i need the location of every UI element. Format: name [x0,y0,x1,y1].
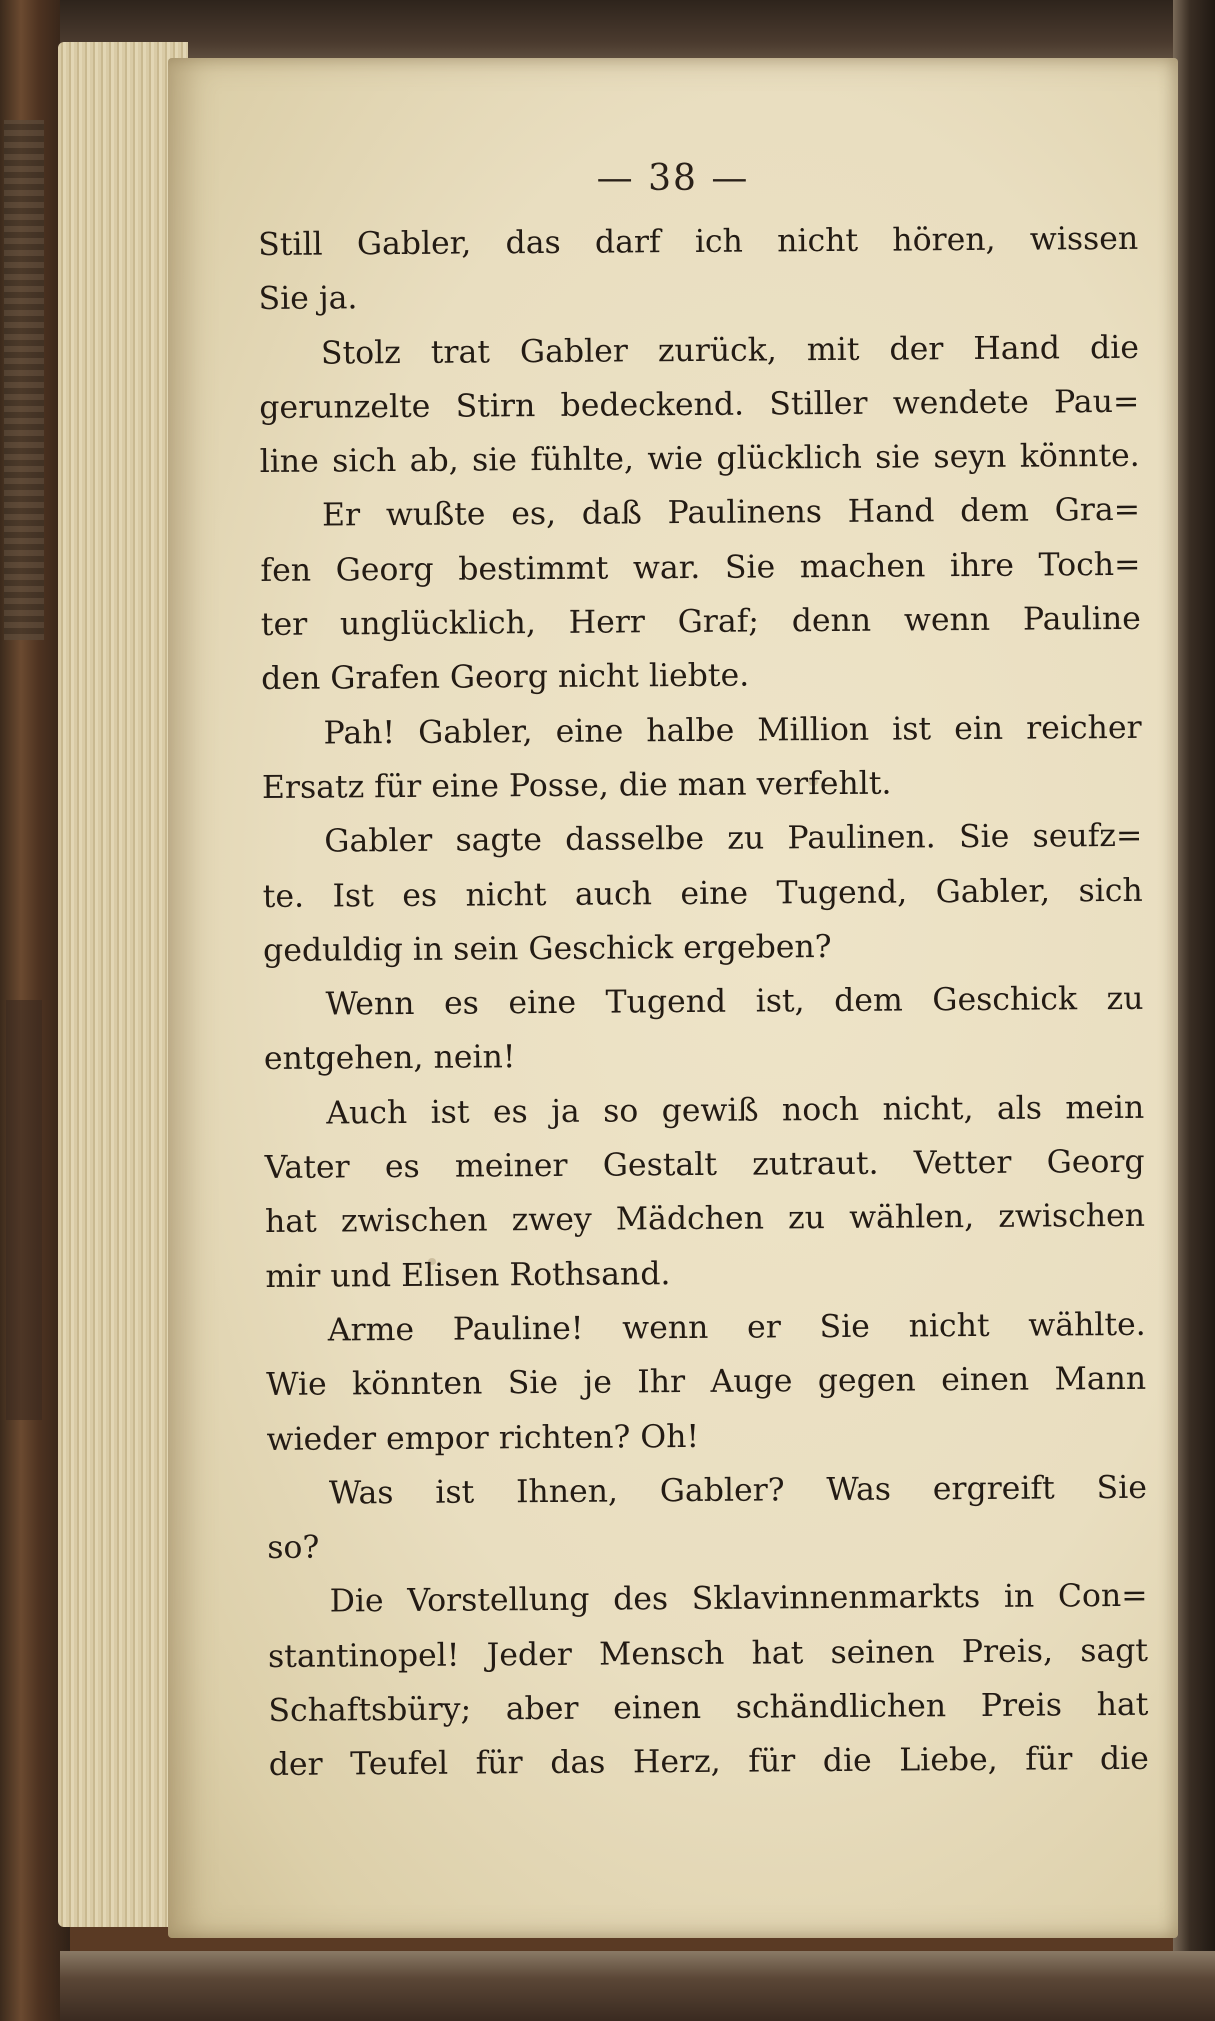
body-text [258,212,1149,1793]
text-line: Wie könnten Sie je Ihr Auge gegen einen Mann [266,1361,1147,1404]
text-line: ter unglücklich, Herr Graf; denn wenn Pauline [260,600,1141,644]
text-line: den Grafen Georg nicht liebte. [261,657,750,698]
text-line: Wenn es eine Tugend ist, dem Geschick zu [325,980,1144,1023]
text-line: Die Vorstellung des Sklavinnenmarkts in Con= [329,1578,1148,1620]
text-line: gerunzelte Stirn bedeckend. Stiller wendete Pau= [259,383,1140,426]
book-page [168,58,1178,1938]
text-line: Ersatz für eine Posse, die man verfehlt. [261,765,892,806]
text-line: hat zwischen zwey Mädchen zu wählen, zwischen [264,1198,1146,1241]
text-line: Pah! Gabler, eine halbe Million ist ein reicher [323,709,1142,752]
text-line: Arme Pauline! wenn er Sie nicht wählte. [327,1306,1146,1349]
text-line: Vater es meiner Gestalt zutraut. Vetter Georg [264,1143,1145,1187]
page-number: — 38 — [596,158,750,199]
text-line: wieder empor richten? Oh! [266,1418,700,1458]
text-line: Sie ja. [258,280,358,318]
text-line: te. Ist es nicht auch eine Tugend, Gabler, sich [262,872,1143,915]
bottom-board [60,1951,1215,2021]
text-line: line sich ab, sie fühlte, wie glücklich sie seyn könnte. [259,438,1140,481]
text-line: mir und Elisen Rothsand. [265,1255,671,1295]
text-line: Still Gabler, das darf ich nicht hören, wissen [258,220,1139,263]
text-line: Auch ist es ja so gewiß noch nicht, als mein [326,1089,1145,1132]
cover-marbling [4,120,44,640]
text-line: Gabler sagte dasselbe zu Paulinen. Sie seufz= [324,818,1143,860]
text-line: geduldig in sein Geschick ergeben? [262,928,832,969]
cover-marbling-lower [6,1000,42,1420]
text-line: so? [267,1529,320,1567]
text-line: Schaftsbüry; aber einen schändlichen Preis hat [268,1686,1149,1729]
right-board [1173,0,1215,2021]
text-line: stantinopel! Jeder Mensch hat seinen Preis, sagt [267,1632,1149,1675]
text-line: entgehen, nein! [263,1039,516,1078]
text-line: der Teufel für das Herz, für die Liebe, für die [268,1741,1149,1784]
text-line: Stolz trat Gabler zurück, mit der Hand die [320,329,1140,372]
text-line: fen Georg bestimmt war. Sie machen ihre Toch= [260,546,1141,589]
text-line: Er wußte es, daß Paulinens Hand dem Gra= [321,492,1141,535]
text-line: Was ist Ihnen, Gabler? Was ergreift Sie [328,1469,1148,1512]
